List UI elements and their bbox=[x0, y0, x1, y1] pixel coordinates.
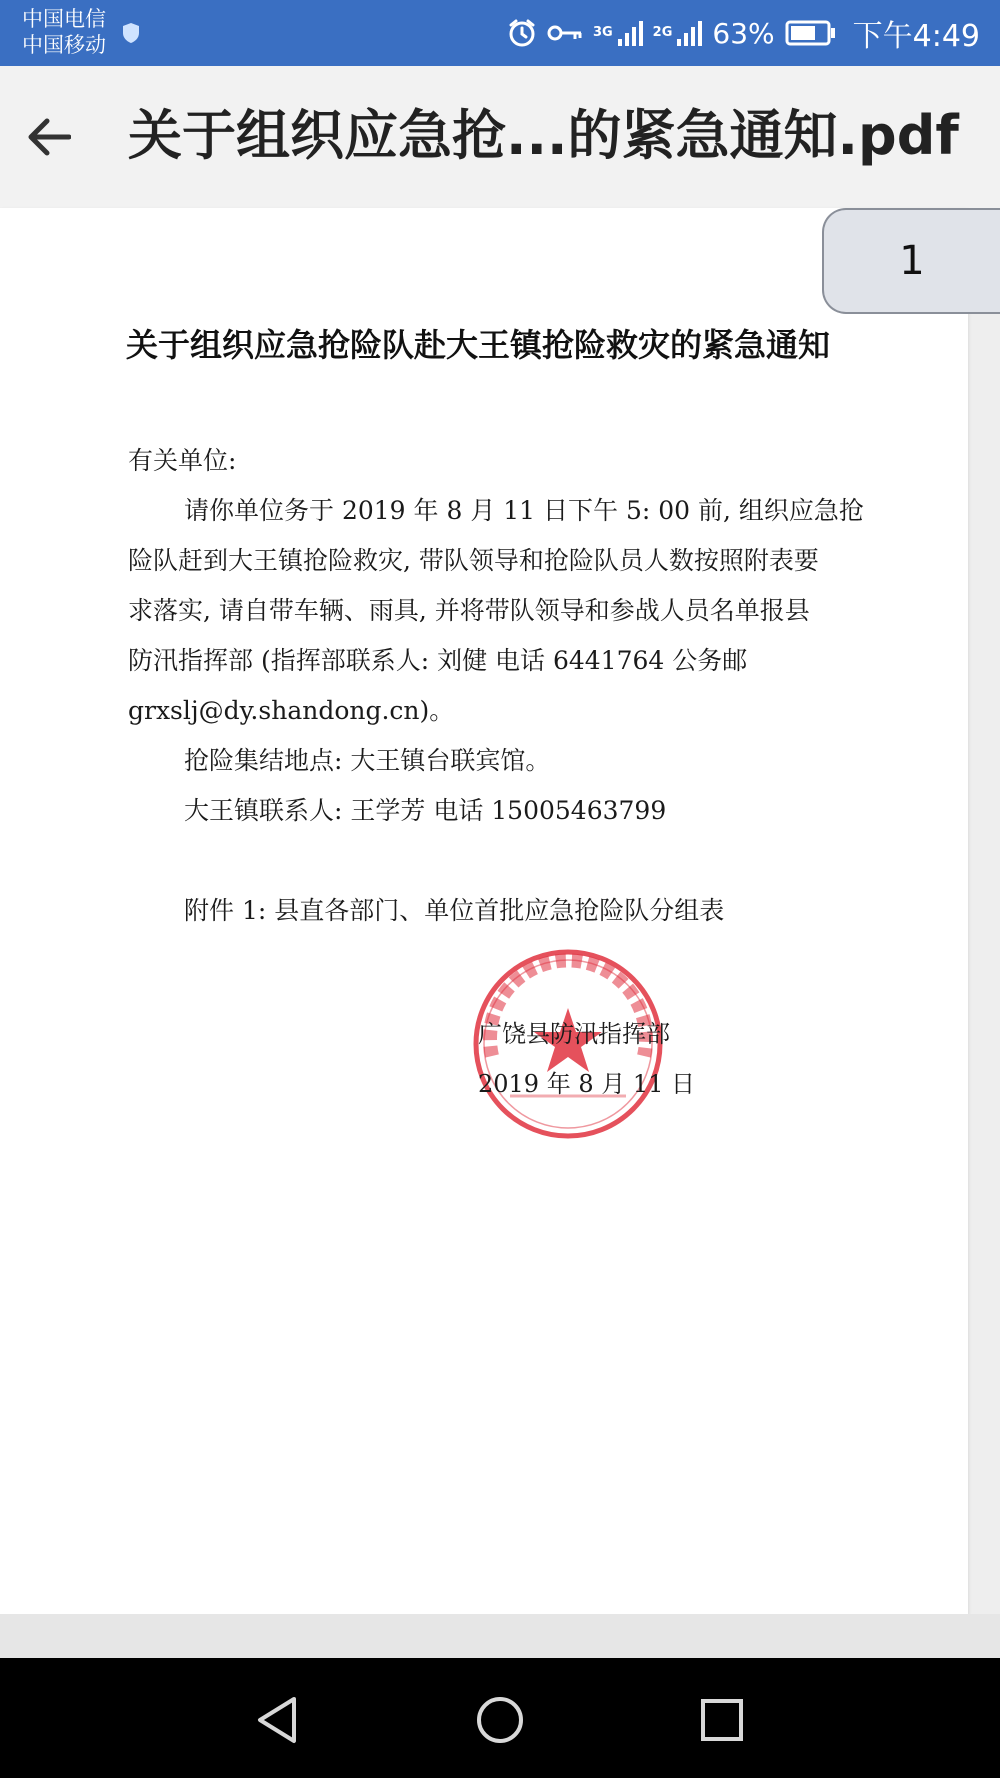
signature-organization: 广饶县防汛指挥部 bbox=[478, 1020, 670, 1048]
key-icon bbox=[547, 22, 583, 44]
nav-recents-button[interactable] bbox=[690, 1688, 754, 1752]
document-title: 关于组织应急抢险队赴大王镇抢险救灾的紧急通知 bbox=[126, 326, 831, 364]
battery-icon bbox=[785, 20, 837, 46]
paragraph-line: 防汛指挥部 (指挥部联系人: 刘健 电话 6441764 公务邮 bbox=[128, 646, 748, 675]
local-contact: 大王镇联系人: 王学芳 电话 15005463799 bbox=[184, 796, 667, 825]
document-viewer[interactable] bbox=[0, 208, 1000, 1658]
carrier-1: 中国电信 bbox=[22, 7, 106, 31]
signal-icon bbox=[617, 19, 643, 47]
signal-icon bbox=[676, 19, 702, 47]
title-bar bbox=[0, 66, 1000, 208]
email-line: grxslj@dy.shandong.cn)。 bbox=[128, 696, 455, 725]
status-bar bbox=[0, 0, 1000, 66]
status-clock: 下午4:49 bbox=[852, 19, 980, 54]
salutation: 有关单位: bbox=[128, 446, 237, 475]
network-type-1: 3G bbox=[592, 25, 613, 40]
status-icons bbox=[507, 0, 980, 66]
paragraph-line: 请你单位务于 2019 年 8 月 11 日下午 5: 00 前, 组织应急抢 bbox=[184, 496, 864, 525]
signature-date: 2019 年 8 月 11 日 bbox=[478, 1070, 696, 1098]
arrow-left-icon bbox=[27, 117, 71, 157]
paragraph-line: 险队赶到大王镇抢险救灾, 带队领导和抢险队员人数按照附表要 bbox=[128, 546, 819, 575]
shield-icon bbox=[121, 22, 141, 44]
carrier-2: 中国移动 bbox=[22, 33, 106, 57]
page-separator bbox=[0, 1614, 1000, 1658]
home-circle-icon bbox=[475, 1695, 525, 1745]
network-type-2: 2G bbox=[652, 25, 673, 40]
assembly-point: 抢险集结地点: 大王镇台联宾馆。 bbox=[184, 746, 551, 775]
paragraph-line: 求落实, 请自带车辆、雨具, 并将带队领导和参战人员名单报县 bbox=[128, 596, 810, 625]
back-button[interactable] bbox=[14, 102, 84, 172]
navigation-bar bbox=[0, 1658, 1000, 1778]
battery-percentage: 63% bbox=[712, 16, 775, 50]
back-triangle-icon bbox=[254, 1695, 300, 1745]
nav-home-button[interactable] bbox=[468, 1688, 532, 1752]
carrier-info bbox=[22, 6, 106, 58]
file-title: 关于组织应急抢...的紧急通知.pdf bbox=[128, 104, 959, 167]
recents-square-icon bbox=[699, 1697, 745, 1743]
pdf-page[interactable] bbox=[0, 208, 968, 1614]
nav-back-button[interactable] bbox=[245, 1688, 309, 1752]
page-number-indicator bbox=[822, 208, 1000, 314]
alarm-icon bbox=[507, 18, 537, 48]
page-number: 1 bbox=[899, 238, 925, 284]
attachment-note: 附件 1: 县直各部门、单位首批应急抢险队分组表 bbox=[184, 896, 725, 925]
